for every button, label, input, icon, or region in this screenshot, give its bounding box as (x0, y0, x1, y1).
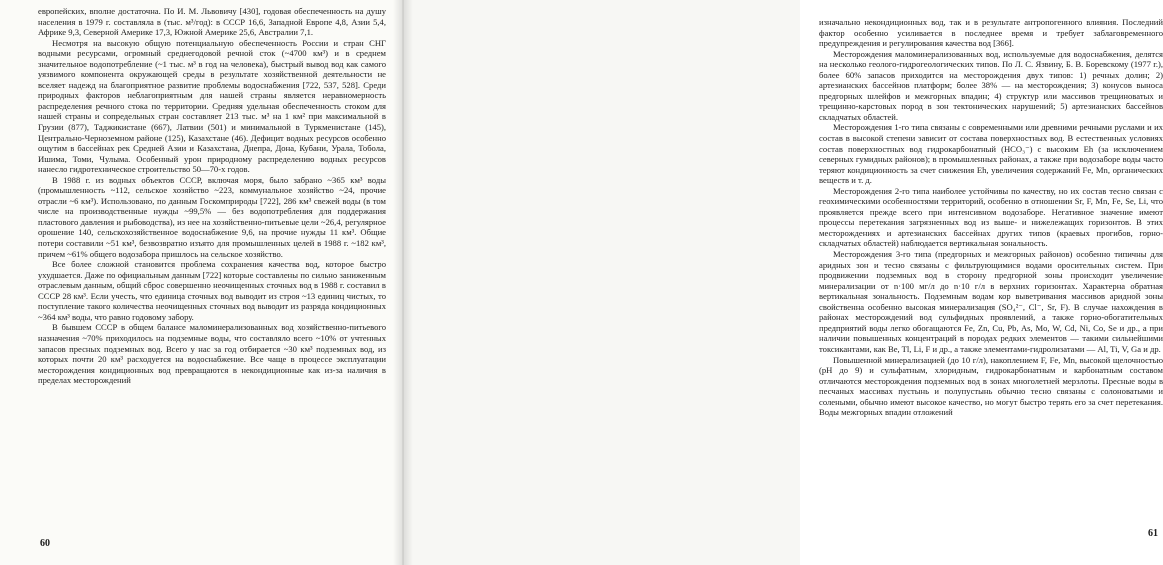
left-page (0, 0, 403, 565)
right-page (403, 0, 1163, 565)
paragraph: Месторождения маломинерализованных вод, используемые для водоснабжения, делятся на несколько геолого-гидрогеологических типов. По Л. С. Язвину, Б. В. Боревскому (1977 г.), более 60% запасов приходится на месторождения двух типов: 1) речных долин; 2) артезианских бассейнов платформ; более 38% — на месторождения; 3) конусов выноса предгорных шлейфов и межгорных впадин; 4) структур или массивов трещиноватых и трещинно-карстовых пород в зон тектонических нарушений; 5) артезианских бассейнов складчатых областей. (819, 48, 1163, 122)
paragraph: Несмотря на высокую общую потенциальную обеспеченность России и стран СНГ водными ресурсами, огромный среднегодовой речной сток (~4700 км³) и в среднем значительное водопотребление (~1 тыс. м³ в год на человека), быстрый вывод вод как самого уязвимого компонента окружающей среды в результате хозяйственной деятельности не вселяет надежд на благоприятное развитие проблемы водоснабжения [722, 537, 528]. Среди природных факторов неблагоприятным для нашей страны является неравномерность распределения речного стока по территории. Средняя удельная обеспеченность стоком для нашей страны и сопредельных стран составляет 213 тыс. м³ на 1 км² при максимальной в Грузии (877), Таджикистане (667), Латвии (501) и минимальной в Туркменистане (145), Центрально-Черноземном районе (125), Казахстане (46). Дефицит водных ресурсов особенно ощутим в бассейнах рек Средней Азии и Казахстана, Днепра, Дона, Кубани, Урала, Тобола, Ишима, Томи, Чулыма. Особенный урон природному распределению водных ресурсов нанесло гидротехническое строительство 50—70-х годов. (38, 37, 386, 175)
paragraph: В 1988 г. из водных объектов СССР, включая моря, было забрано ~365 км³ воды (промышленность ~112, сельское хозяйство ~223, коммунальное хозяйство ~24, прочие отрасли ~6 км³). Использовано, по данным Госкомприроды [722], 286 км³ свежей воды (в том числе на производственные нужды ~99,5% — без водопотребления для поддержания пластового давления и рыбоводства), из нее на хозяйственно-питьевые цели ~26,4, регулярное орошение 140, сельскохозяйственное водоснабжение 9,6, на прочие нужды 11 км³. Общие потери составили ~51 км³, безвозвратно изъято для промышленных целей в 1988 г. ~182 км³, причем ~61% общего водозабора пришлось на сельское хозяйство. (38, 174, 386, 259)
paragraph: Месторождения 2-го типа наиболее устойчивы по качеству, но их состав тесно связан с геохимическими особенностями территорий, особенно в отношении Sr, F, Mn, Fe, Se, Li, что проявляется прежде всего при интенсивном водозаборе. Негативное значение имеют процессы перетекания загрязненных вод из выше- и нижележащих горизонтов. В этих месторождениях и артезианских бассейнах других типов (краевых прогибов, горно-складчатых областей) наблюдается вертикальная зональность. (819, 185, 1163, 249)
left-text-column (38, 6, 386, 526)
paragraph: В бывшем СССР в общем балансе маломинерализованных вод хозяйственно-питьевого назначения ~70% приходилось на подземные воды, что составляло всего ~10% от учтенных запасов пресных подземных вод. Всего у нас за год отбирается ~30 км³ подземных вод, из которых почти 20 км³ расходуется на водоснабжение. Все чаще в процессе эксплуатации месторождения кондиционных вод превращаются в некондиционные как из-за наличия в пределах месторождений (38, 322, 386, 386)
paragraph: европейских, вполне достаточна. По И. М. Львовичу [430], годовая обеспеченность на душу населения в 1979 г. составляла в (тыс. м³/год): в СССР 16,6, Западной Европе 4,8, Азии 5,4, Африке 9,3, Северной Америке 17,3, Южной Америке 25,6, Австралии 7,1. (38, 6, 386, 38)
paragraph: Месторождения 3-го типа (предгорных и межгорных районов) особенно типичны для аридных зон и тесно связаны с фильтрующимися водами оросительных систем. При продвижении подземных вод в сторону предгорной зоны происходит увеличение минерализации от n·100 мг/л до n·10 г/л в верхних горизонтах. Характерна обратная вертикальная зональность. Подземным водам кор выветривания массивов аридной зоны свойственна особенно высокая минерализация (SO₄²⁻, Cl⁻, Sr, F). В случае нахождения в районах месторождений вод сульфидных проявлений, а также горно-обогатительных предприятий воды легко обогащаются Fe, Zn, Cu, Pb, As, Mo, W, Cd, Ni, Co, Se и др., а при наличии повышенных концентраций в породах редких элементов — такими сильнейшими токсикантами, как Be, Tl, Li, F и др., а также элементами-гидролизатами — Al, Ti, V, Ga и др. (819, 249, 1163, 354)
paragraph: изначально некондиционных вод, так и в результате антропогенного влияния. Последний фактор особенно усиливается в последнее время и требует заблаговременного предупреждения и регулирования качества вод [366]. (819, 17, 1163, 49)
book-gutter (393, 0, 413, 565)
paragraph: Все более сложной становится проблема сохранения качества вод, которое быстро ухудшается. Даже по официальным данным [722] которые составлены по сильно заниженным отраслевым данным, общий сброс совершенно неочищенных сточных вод в 1988 г. составил в СССР 28 км³. Если учесть, что единица сточных вод выводит из строя ~13 единиц чистых, то поступление такого количества неочищенных сточных вод выводит из разряда кондиционных ~364 км³ воды, что равно годовому забору. (38, 259, 386, 322)
page-number: 61 (1148, 528, 1158, 539)
page-number: 60 (40, 538, 50, 549)
paragraph: Месторождения 1-го типа связаны с современными или древними речными руслами и их состав в высокой степени зависит от состава поверхностных вод. В естественных условиях состав поверхностных вод гидрокарбонатный (HCO₃⁻) с высоким Eh (за исключением северных гумидных районов); в промышленных районах, а также при водозаборе воды часто теряют кондиционность за счет снижения Eh, увеличения содержаний Fe, Mn, органических веществ и т. д. (819, 122, 1163, 186)
right-text-column (819, 17, 1163, 537)
paragraph: Повышенной минерализацией (до 10 г/л), накоплением F, Fe, Mn, высокой щелочностью (pH до 9) и сульфатным, хлоридным, гидрокарбонатным и карбонатным составом отличаются месторождения подземных вод в зонах многолетней мерзлоты. Пресные воды в песчаных массивах пустынь и полупустынь обычно тесно связаны с солоноватыми и солеными, обычно имеют высокое качество, но могут быстро терять его за счет перетекания. Воды межгорных впадин отложений (819, 354, 1163, 418)
